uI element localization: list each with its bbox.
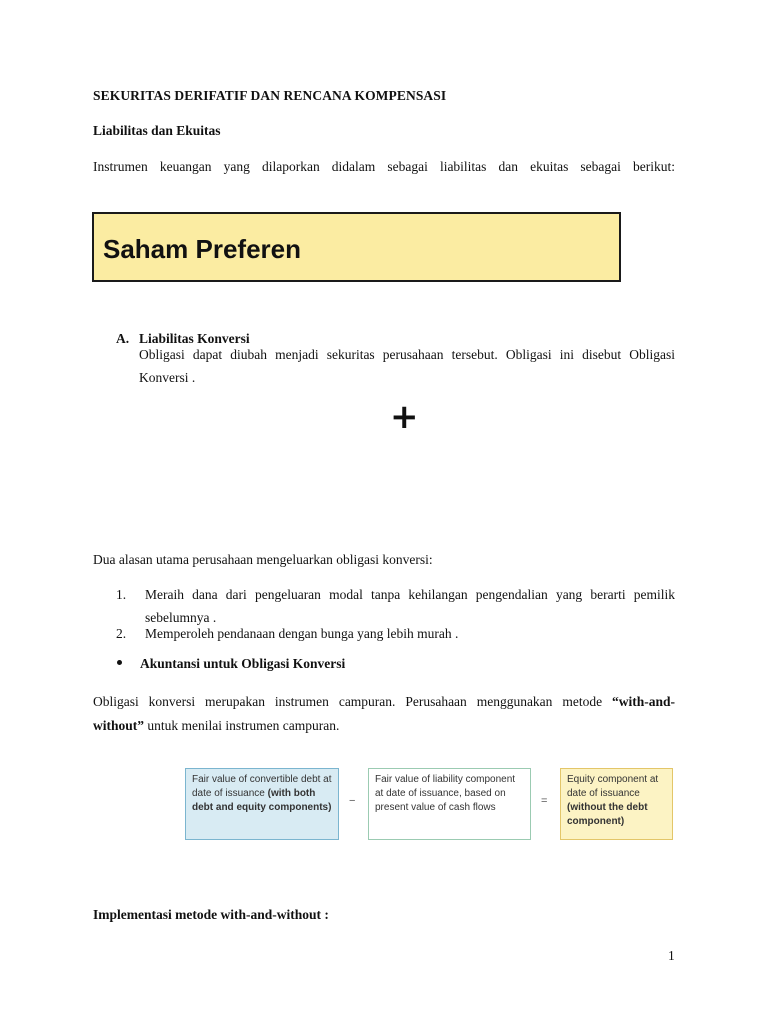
method-paragraph-line2 xyxy=(93,718,339,734)
highlight-box-saham-preferen xyxy=(92,212,621,282)
box2-text: Fair value of liability component at date of issuance, based on present value of cash flows xyxy=(375,774,516,813)
item-a-body-line2: Konversi . xyxy=(139,370,196,385)
intro-paragraph: Instrumen keuangan yang dilaporkan didalam sebagai liabilitas dan ekuitas sebagai berikut: xyxy=(93,159,675,174)
bullet-heading: Akuntansi untuk Obligasi Konversi xyxy=(140,656,346,671)
item-a-body-line1: Obligasi dapat diubah menjadi sekuritas perusahaan tersebut. Obligasi ini disebut Obligasi xyxy=(139,347,675,362)
equals-sign: = xyxy=(541,795,548,807)
page-number: 1 xyxy=(668,948,675,963)
formula-box-fair-value xyxy=(185,768,339,840)
formula-box-liability xyxy=(368,768,531,840)
box3-bold: (without the debt component) xyxy=(567,802,648,827)
item-a-marker: A. xyxy=(116,331,130,346)
reason-1-line2: sebelumnya . xyxy=(145,610,217,625)
box3-plain: Equity component at date of issuance xyxy=(567,774,659,799)
implementation-heading: Implementasi metode with-and-without : xyxy=(93,907,329,922)
method-line1-plain: Obligasi konversi merupakan instrumen campuran. Perusahaan menggunakan metode xyxy=(93,694,612,709)
formula-box-equity xyxy=(560,768,673,840)
reasons-intro: Dua alasan utama perusahaan mengeluarkan obligasi konversi: xyxy=(93,552,433,567)
reason-1-line1: Meraih dana dari pengeluaran modal tanpa kehilangan pengendalian yang berarti pemilik xyxy=(145,587,675,602)
box1-bold: (with both debt and equity components) xyxy=(192,788,332,813)
minus-sign: − xyxy=(349,795,356,807)
box1-plain: Fair value of convertible debt at date of issuance xyxy=(192,774,332,799)
method-line2-bold: without” xyxy=(93,718,145,733)
reason-1-marker: 1. xyxy=(116,587,127,602)
method-line2-plain: untuk menilai instrumen campuran. xyxy=(144,718,340,733)
method-line1-bold: “with-and- xyxy=(611,694,675,709)
document-title: SEKURITAS DERIFATIF DAN RENCANA KOMPENSASI xyxy=(93,88,447,103)
reason-2-text: Memperoleh pendanaan dengan bunga yang lebih murah . xyxy=(145,626,459,641)
plus-icon: + xyxy=(390,397,419,437)
reason-2-marker: 2. xyxy=(116,626,127,641)
bullet-icon xyxy=(117,660,122,665)
highlight-box-text: Saham Preferen xyxy=(103,234,301,264)
item-a-title: Liabilitas Konversi xyxy=(139,331,250,346)
section-heading: Liabilitas dan Ekuitas xyxy=(93,123,221,138)
method-paragraph-line1 xyxy=(93,694,675,710)
